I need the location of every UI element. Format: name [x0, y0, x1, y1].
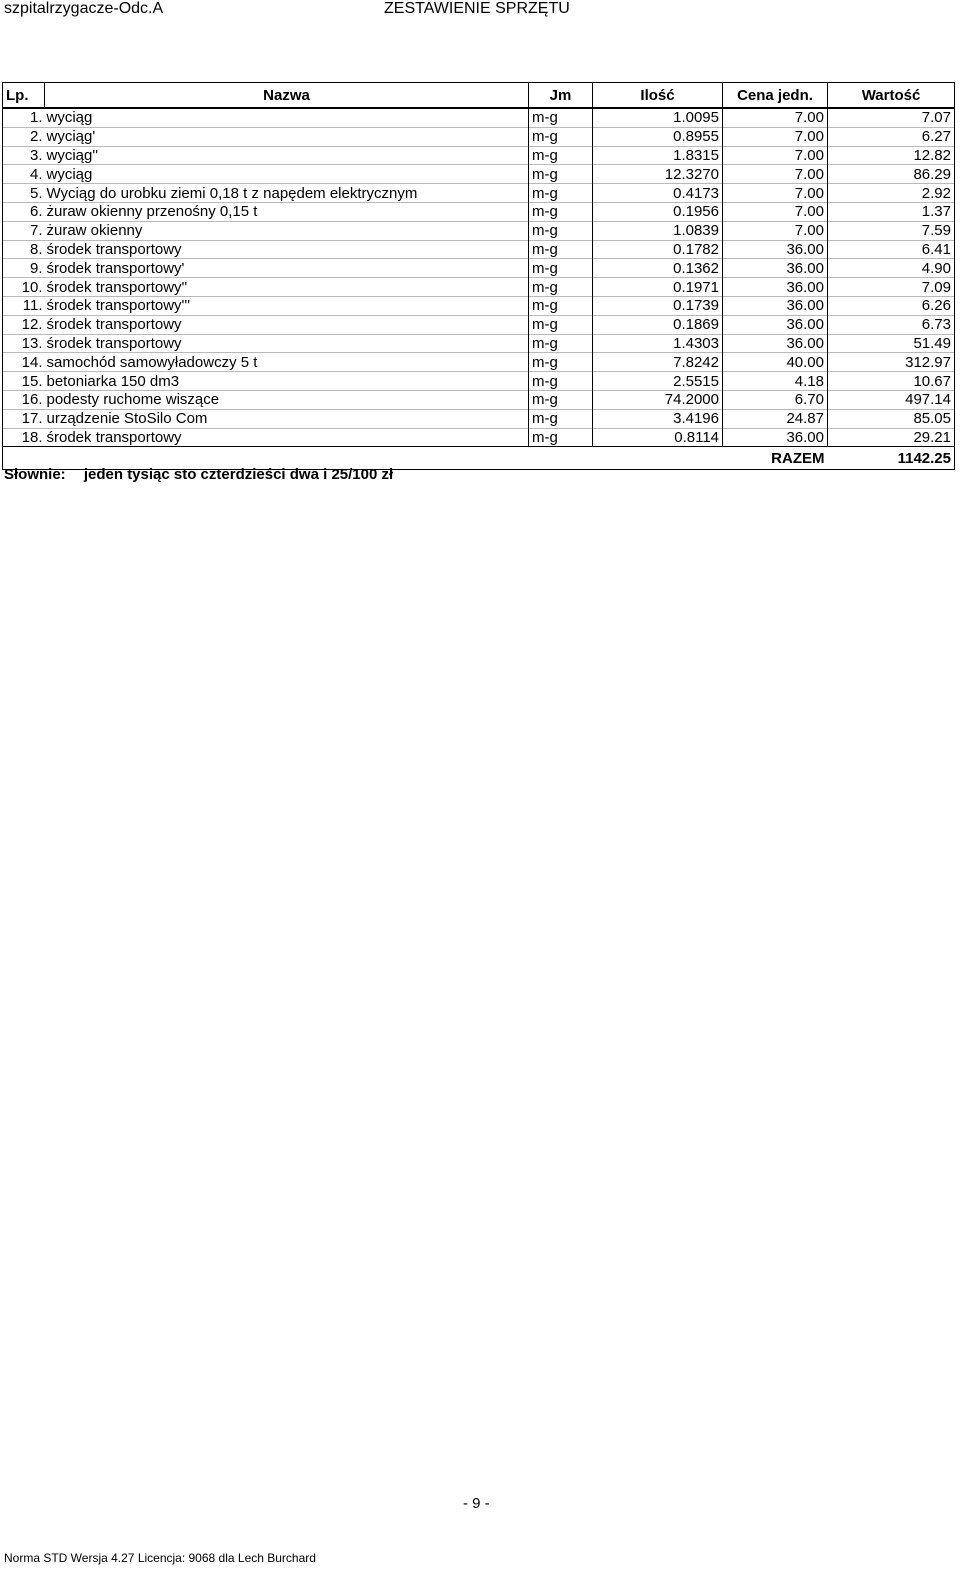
- table-row: [3, 165, 955, 184]
- column-header-value: Wartość: [828, 83, 955, 109]
- cell-lp: 6.: [3, 202, 45, 221]
- cell-quantity: 12.3270: [593, 165, 723, 184]
- cell-value: 312.97: [828, 353, 955, 372]
- cell-lp: 5.: [3, 184, 45, 203]
- column-header-unit-price: Cena jedn.: [723, 83, 828, 109]
- cell-unit: m-g: [529, 108, 593, 127]
- document-title: ZESTAWIENIE SPRZĘTU: [384, 0, 570, 17]
- cell-unit: m-g: [529, 184, 593, 203]
- cell-quantity: 1.0839: [593, 221, 723, 240]
- table-body: [3, 108, 955, 447]
- cell-value: 10.67: [828, 372, 955, 391]
- cell-lp: 12.: [3, 315, 45, 334]
- cell-value: 7.59: [828, 221, 955, 240]
- cell-lp: 9.: [3, 259, 45, 278]
- cell-name: środek transportowy: [45, 240, 529, 259]
- cell-name: podesty ruchome wiszące: [45, 390, 529, 409]
- table-row: [3, 221, 955, 240]
- table-row: [3, 146, 955, 165]
- cell-lp: 3.: [3, 146, 45, 165]
- cell-quantity: 0.4173: [593, 184, 723, 203]
- cell-lp: 18.: [3, 428, 45, 447]
- cell-value: 51.49: [828, 334, 955, 353]
- cell-unit: m-g: [529, 296, 593, 315]
- cell-value: 2.92: [828, 184, 955, 203]
- cell-lp: 14.: [3, 353, 45, 372]
- cell-value: 6.27: [828, 127, 955, 146]
- cell-unit: m-g: [529, 372, 593, 391]
- cell-name: samochód samowyładowczy 5 t: [45, 353, 529, 372]
- cell-lp: 1.: [3, 108, 45, 127]
- column-header-quantity: Ilość: [593, 83, 723, 109]
- cell-unit: m-g: [529, 259, 593, 278]
- cell-name: wyciąg': [45, 127, 529, 146]
- table-row: [3, 184, 955, 203]
- cell-name: środek transportowy: [45, 428, 529, 447]
- cell-unit-price: 7.00: [723, 165, 828, 184]
- cell-lp: 11.: [3, 296, 45, 315]
- cell-quantity: 0.8114: [593, 428, 723, 447]
- cell-quantity: 1.4303: [593, 334, 723, 353]
- cell-unit-price: 36.00: [723, 296, 828, 315]
- cell-lp: 4.: [3, 165, 45, 184]
- cell-unit-price: 36.00: [723, 278, 828, 297]
- cell-quantity: 3.4196: [593, 409, 723, 428]
- cell-quantity: 0.1362: [593, 259, 723, 278]
- table-row: [3, 127, 955, 146]
- column-header-name: Nazwa: [45, 83, 529, 109]
- table-row: [3, 202, 955, 221]
- document-name: szpitalrzygacze-Odc.A: [4, 0, 164, 17]
- cell-unit: m-g: [529, 221, 593, 240]
- cell-unit-price: 7.00: [723, 221, 828, 240]
- cell-quantity: 1.8315: [593, 146, 723, 165]
- cell-value: 6.73: [828, 315, 955, 334]
- cell-quantity: 0.1782: [593, 240, 723, 259]
- cell-name: wyciąg: [45, 108, 529, 127]
- cell-name: środek transportowy': [45, 259, 529, 278]
- table-row: [3, 334, 955, 353]
- cell-name: środek transportowy'': [45, 278, 529, 297]
- cell-quantity: 0.8955: [593, 127, 723, 146]
- cell-unit-price: 36.00: [723, 315, 828, 334]
- cell-value: 497.14: [828, 390, 955, 409]
- license-footer: Norma STD Wersja 4.27 Licencja: 9068 dla Lech Burchard: [4, 1551, 316, 1565]
- cell-lp: 13.: [3, 334, 45, 353]
- table-row: [3, 240, 955, 259]
- total-value: 1142.25: [828, 447, 955, 470]
- cell-value: 4.90: [828, 259, 955, 278]
- table-row: [3, 315, 955, 334]
- table-row: [3, 353, 955, 372]
- cell-quantity: 0.1869: [593, 315, 723, 334]
- table-row: [3, 428, 955, 447]
- cell-name: urządzenie StoSilo Com: [45, 409, 529, 428]
- total-label: RAZEM: [723, 447, 828, 470]
- cell-value: 7.09: [828, 278, 955, 297]
- cell-value: 85.05: [828, 409, 955, 428]
- cell-lp: 8.: [3, 240, 45, 259]
- cell-value: 86.29: [828, 165, 955, 184]
- cell-lp: 17.: [3, 409, 45, 428]
- cell-quantity: 0.1739: [593, 296, 723, 315]
- cell-unit-price: 7.00: [723, 146, 828, 165]
- cell-unit: m-g: [529, 202, 593, 221]
- cell-unit: m-g: [529, 146, 593, 165]
- amount-in-words-value: jeden tysiąc sto czterdzieści dwa i 25/100 zł: [83, 466, 394, 483]
- table-row: [3, 409, 955, 428]
- cell-value: 12.82: [828, 146, 955, 165]
- cell-unit-price: 36.00: [723, 428, 828, 447]
- cell-unit-price: 36.00: [723, 259, 828, 278]
- cell-name: wyciąg'': [45, 146, 529, 165]
- cell-unit-price: 36.00: [723, 334, 828, 353]
- cell-quantity: 0.1971: [593, 278, 723, 297]
- table-row: [3, 390, 955, 409]
- cell-unit-price: 7.00: [723, 184, 828, 203]
- cell-lp: 7.: [3, 221, 45, 240]
- cell-lp: 16.: [3, 390, 45, 409]
- cell-lp: 15.: [3, 372, 45, 391]
- cell-name: Wyciąg do urobku ziemi 0,18 t z napędem elektrycznym: [45, 184, 529, 203]
- cell-name: środek transportowy''': [45, 296, 529, 315]
- table-row: [3, 108, 955, 127]
- cell-name: żuraw okienny przenośny 0,15 t: [45, 202, 529, 221]
- table-row: [3, 296, 955, 315]
- cell-quantity: 0.1956: [593, 202, 723, 221]
- cell-unit-price: 36.00: [723, 240, 828, 259]
- cell-value: 7.07: [828, 108, 955, 127]
- cell-unit: m-g: [529, 240, 593, 259]
- table-row: [3, 372, 955, 391]
- cell-unit: m-g: [529, 390, 593, 409]
- cell-lp: 2.: [3, 127, 45, 146]
- cell-unit-price: 4.18: [723, 372, 828, 391]
- column-header-lp: Lp.: [3, 83, 45, 109]
- cell-name: betoniarka 150 dm3: [45, 372, 529, 391]
- equipment-table: [2, 82, 955, 470]
- cell-unit-price: 40.00: [723, 353, 828, 372]
- amount-in-words: [4, 466, 393, 483]
- cell-unit: m-g: [529, 127, 593, 146]
- table-row: [3, 278, 955, 297]
- page-number: - 9 -: [463, 1495, 490, 1512]
- cell-value: 29.21: [828, 428, 955, 447]
- cell-name: środek transportowy: [45, 315, 529, 334]
- cell-quantity: 74.2000: [593, 390, 723, 409]
- cell-name: środek transportowy: [45, 334, 529, 353]
- amount-in-words-label: Słownie:: [4, 466, 66, 483]
- cell-name: żuraw okienny: [45, 221, 529, 240]
- cell-value: 6.41: [828, 240, 955, 259]
- cell-unit-price: 7.00: [723, 127, 828, 146]
- cell-unit-price: 24.87: [723, 409, 828, 428]
- cell-value: 1.37: [828, 202, 955, 221]
- cell-quantity: 1.0095: [593, 108, 723, 127]
- cell-unit-price: 6.70: [723, 390, 828, 409]
- table-row: [3, 259, 955, 278]
- cell-name: wyciąg: [45, 165, 529, 184]
- cell-unit: m-g: [529, 334, 593, 353]
- cell-lp: 10.: [3, 278, 45, 297]
- cell-value: 6.26: [828, 296, 955, 315]
- cell-unit: m-g: [529, 353, 593, 372]
- cell-unit-price: 7.00: [723, 108, 828, 127]
- cell-quantity: 2.5515: [593, 372, 723, 391]
- cell-unit: m-g: [529, 409, 593, 428]
- cell-unit: m-g: [529, 315, 593, 334]
- table-header-row: [3, 83, 955, 109]
- column-header-unit: Jm: [529, 83, 593, 109]
- cell-unit: m-g: [529, 428, 593, 447]
- cell-unit: m-g: [529, 165, 593, 184]
- cell-unit: m-g: [529, 278, 593, 297]
- cell-unit-price: 7.00: [723, 202, 828, 221]
- cell-quantity: 7.8242: [593, 353, 723, 372]
